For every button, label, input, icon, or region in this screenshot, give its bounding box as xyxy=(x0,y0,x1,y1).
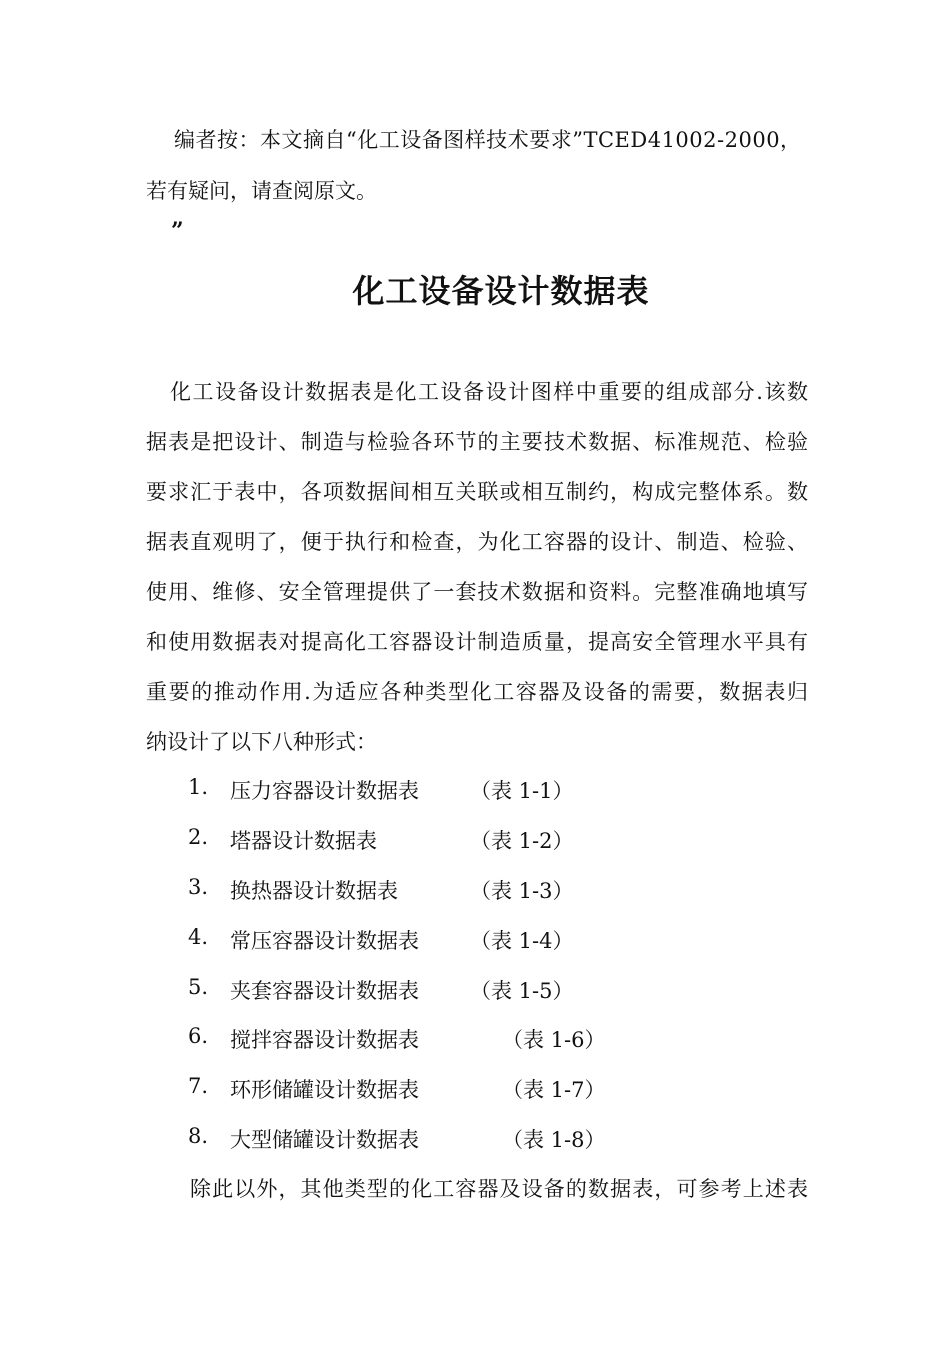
list-item-number: 2. xyxy=(188,825,209,849)
list-item-name: 环形储罐设计数据表 xyxy=(230,1078,419,1102)
list-item-name: 夹套容器设计数据表 xyxy=(230,979,419,1003)
closing-paragraph-line: 除此以外，其他类型的化工容器及设备的数据表，可参考上述表 xyxy=(190,1177,808,1201)
list-item-table-ref: （表 1-6） xyxy=(502,1028,606,1052)
editor-note-line-2: 若有疑问，请查阅原文。 xyxy=(146,179,377,203)
paragraph-line: 据表直观明了，便于执行和检查，为化工容器的设计、制造、检验、 xyxy=(146,530,808,554)
paragraph-line: 要求汇于表中，各项数据间相互关联或相互制约，构成完整体系。数 xyxy=(146,480,808,504)
document-title: 化工设备设计数据表 xyxy=(352,272,650,310)
list-item-name: 压力容器设计数据表 xyxy=(230,779,419,803)
list-item-number: 5. xyxy=(188,975,209,999)
paragraph-line: 纳设计了以下八种形式： xyxy=(146,730,377,754)
list-item-table-ref: （表 1-3） xyxy=(470,879,574,903)
list-item-name: 大型储罐设计数据表 xyxy=(230,1128,419,1152)
editor-note-line-1: 编者按：本文摘自“化工设备图样技术要求”TCED41002-2000， xyxy=(174,128,802,152)
list-item-table-ref: （表 1-5） xyxy=(470,979,574,1003)
list-item-name: 换热器设计数据表 xyxy=(230,879,398,903)
list-item-name: 搅拌容器设计数据表 xyxy=(230,1028,419,1052)
list-item-number: 3. xyxy=(188,875,209,899)
paragraph-line: 化工设备设计数据表是化工设备设计图样中重要的组成部分.该数 xyxy=(170,380,808,404)
paragraph-line: 使用、维修、安全管理提供了一套技术数据和资料。完整准确地填写 xyxy=(146,580,808,604)
list-item-table-ref: （表 1-7） xyxy=(502,1078,606,1102)
paragraph-line: 和使用数据表对提高化工容器设计制造质量，提高安全管理水平具有 xyxy=(146,630,808,654)
list-item-name: 常压容器设计数据表 xyxy=(230,929,419,953)
list-item-table-ref: （表 1-8） xyxy=(502,1128,606,1152)
list-item-number: 4. xyxy=(188,925,209,949)
list-item-table-ref: （表 1-1） xyxy=(470,779,574,803)
list-item-number: 7. xyxy=(188,1074,209,1098)
paragraph-line: 据表是把设计、制造与检验各环节的主要技术数据、标准规范、检验 xyxy=(146,430,808,454)
list-item-table-ref: （表 1-2） xyxy=(470,829,574,853)
list-item-table-ref: （表 1-4） xyxy=(470,929,574,953)
stray-quote-mark: ” xyxy=(171,218,184,244)
list-item-number: 8. xyxy=(188,1124,209,1148)
list-item-name: 塔器设计数据表 xyxy=(230,829,377,853)
list-item-number: 1. xyxy=(188,775,209,799)
list-item-number: 6. xyxy=(188,1024,209,1048)
paragraph-line: 重要的推动作用.为适应各种类型化工容器及设备的需要，数据表归 xyxy=(146,680,808,704)
